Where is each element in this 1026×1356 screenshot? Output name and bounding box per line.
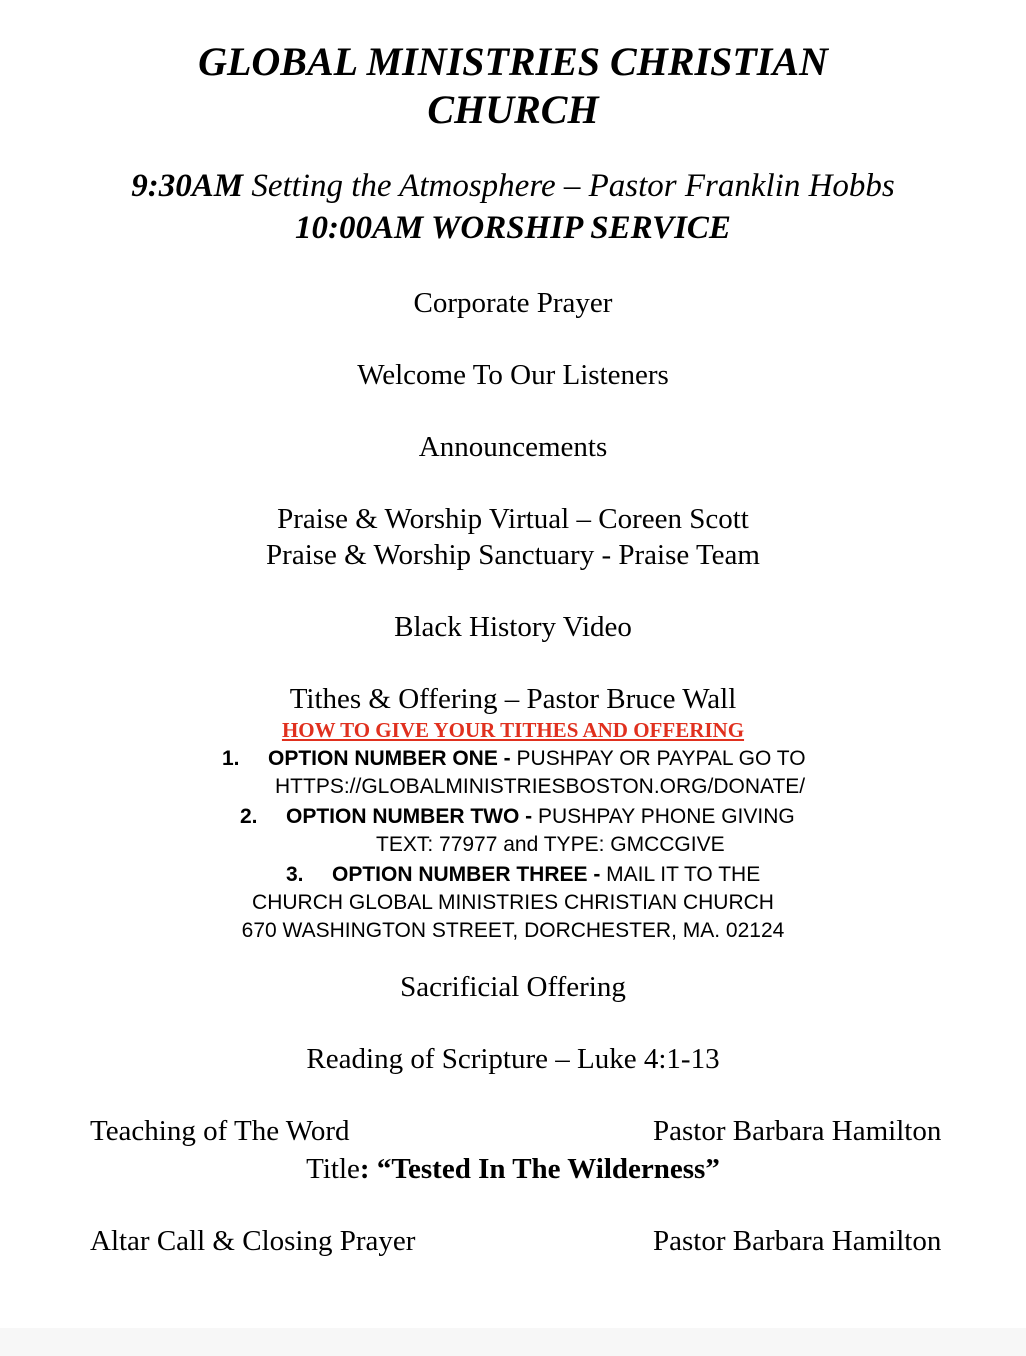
program-item-praise-sanctuary: Praise & Worship Sanctuary - Praise Team — [266, 539, 760, 571]
pre-service-text: Setting the Atmosphere – Pastor Franklin Hobbs — [243, 168, 895, 204]
program-item-corporate-prayer: Corporate Prayer — [413, 287, 613, 319]
teaching-pastor: Pastor Barbara Hamilton — [653, 1115, 942, 1147]
option-label: OPTION NUMBER ONE - — [268, 747, 517, 770]
option-text: MAIL IT TO THE — [606, 863, 761, 886]
option-number: 2. — [240, 805, 258, 828]
sermon-title: “Tested In The Wilderness” — [376, 1153, 720, 1185]
altar-call-pastor: Pastor Barbara Hamilton — [653, 1225, 942, 1257]
giving-option-2-detail: TEXT: 77977 and TYPE: GMCCGIVE — [376, 833, 725, 856]
option-label: OPTION NUMBER THREE - — [332, 863, 607, 886]
option-text: PUSHPAY PHONE GIVING — [537, 805, 795, 828]
program-item-black-history: Black History Video — [394, 611, 632, 643]
giving-heading-link[interactable]: HOW TO GIVE YOUR TITHES AND OFFERING — [281, 718, 745, 742]
program-item-scripture: Reading of Scripture – Luke 4:1-13 — [306, 1043, 720, 1075]
giving-option-1-url[interactable]: HTTPS://GLOBALMINISTRIESBOSTON.ORG/DONATE/ — [275, 775, 806, 798]
sermon-title-line — [0, 1151, 1026, 1187]
giving-option-1 — [222, 745, 806, 773]
worship-service-heading: 10:00AM WORSHIP SERVICE — [295, 210, 731, 246]
option-number: 1. — [222, 747, 240, 770]
page-title-line-1: GLOBAL MINISTRIES CHRISTIAN — [198, 39, 828, 84]
page-title-line-2: CHURCH — [427, 87, 599, 132]
program-item-tithes: Tithes & Offering – Pastor Bruce Wall — [289, 683, 737, 715]
teaching-label: Teaching of The Word — [90, 1115, 350, 1147]
program-item-praise-virtual: Praise & Worship Virtual – Coreen Scott — [277, 503, 749, 535]
giving-option-3-address: 670 WASHINGTON STREET, DORCHESTER, MA. 02124 — [241, 919, 785, 942]
option-number: 3. — [286, 863, 304, 886]
pre-service-line — [0, 166, 1026, 206]
option-label: OPTION NUMBER TWO - — [286, 805, 538, 828]
program-item-sacrificial-offering: Sacrificial Offering — [400, 971, 626, 1003]
giving-option-2 — [240, 803, 795, 831]
pre-service-time: 9:30AM — [131, 168, 244, 204]
altar-call-label: Altar Call & Closing Prayer — [90, 1225, 416, 1257]
sermon-title-label: Title — [306, 1153, 360, 1185]
page-bottom-edge — [0, 1328, 1026, 1356]
sermon-title-colon: : — [359, 1153, 377, 1185]
giving-option-3 — [286, 861, 760, 889]
option-text: PUSHPAY OR PAYPAL GO TO — [516, 747, 806, 770]
program-item-announcements: Announcements — [418, 431, 608, 463]
giving-option-3-detail: CHURCH GLOBAL MINISTRIES CHRISTIAN CHURCH — [252, 891, 774, 914]
program-item-welcome: Welcome To Our Listeners — [357, 359, 669, 391]
